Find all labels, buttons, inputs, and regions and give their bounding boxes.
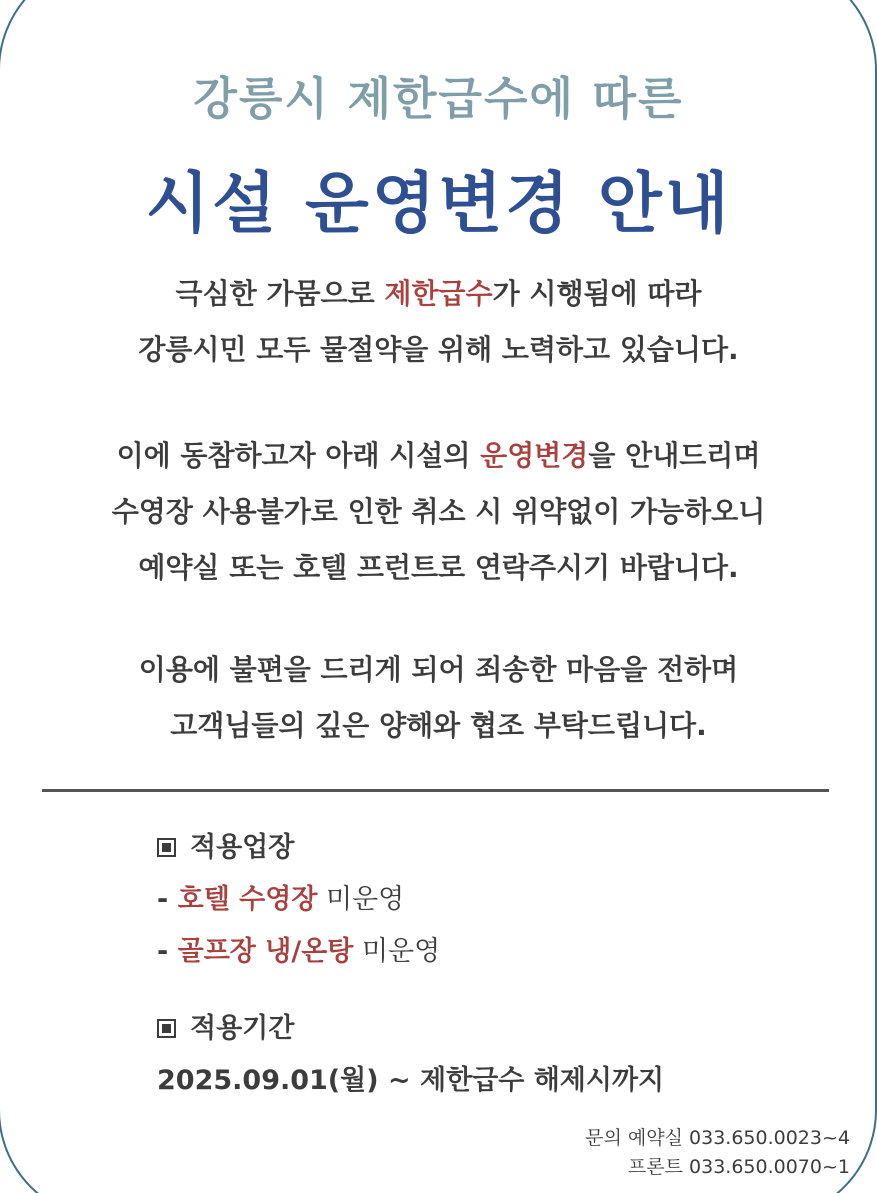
paragraph-line [0,428,877,484]
applied-period-section [157,1003,664,1107]
square-bullet-icon [157,1019,176,1038]
section-divider [42,789,829,792]
heading-text: 적용업장 [190,832,295,863]
paragraph-line: 예약실 또는 호텔 프런트로 연락주시기 바랍니다. [138,551,739,584]
applied-period-value: 2025.09.01(월) ~ 제한급수 해제시까지 [157,1065,665,1096]
venue-name: 골프장 냉/온탕 [177,936,354,967]
dash: - [157,936,178,967]
venue-item [157,926,440,978]
square-bullet-icon [157,838,176,857]
venue-name: 호텔 수영장 [177,884,318,915]
applied-period-heading [157,1003,664,1055]
paragraph-line: 수영장 사용불가로 인한 취소 시 위약없이 가능하오니 [111,495,766,528]
highlight-operation-change: 운영변경 [480,439,589,472]
paragraph-apology [0,642,877,754]
applied-venues-section [157,822,440,978]
venue-item [157,874,440,926]
venue-status: 미운영 [317,884,405,915]
notice-title: 시설 운영변경 안내 [145,165,732,242]
contact-info [585,1124,850,1182]
text-segment: 을 안내드리며 [588,439,761,472]
paragraph-line: 강릉시민 모두 물절약을 위해 노력하고 있습니다. [138,333,739,366]
dash: - [157,884,178,915]
contact-reservation: 문의 예약실 033.650.0023~4 [585,1127,850,1149]
venue-status: 미운영 [353,936,441,967]
notice-subtitle: 강릉시 제한급수에 따른 [193,72,684,125]
highlight-restricted-water: 제한급수 [384,277,493,310]
paragraph-line: 고객님들의 깊은 양해와 협조 부탁드립니다. [170,709,707,742]
paragraph-line: 이용에 불편을 드리게 되어 죄송한 마음을 전하며 [138,653,739,686]
heading-text: 적용기간 [190,1013,295,1044]
paragraph-drought [0,266,877,378]
text-segment: 가 시행됨에 따라 [492,277,702,310]
paragraph-line [0,266,877,322]
contact-front-desk: 프론트 033.650.0070~1 [627,1156,850,1178]
text-segment: 이에 동참하고자 아래 시설의 [116,439,481,472]
applied-venues-heading [157,822,440,874]
text-segment: 극심한 가뭄으로 [175,277,385,310]
paragraph-operation-change [0,428,877,596]
